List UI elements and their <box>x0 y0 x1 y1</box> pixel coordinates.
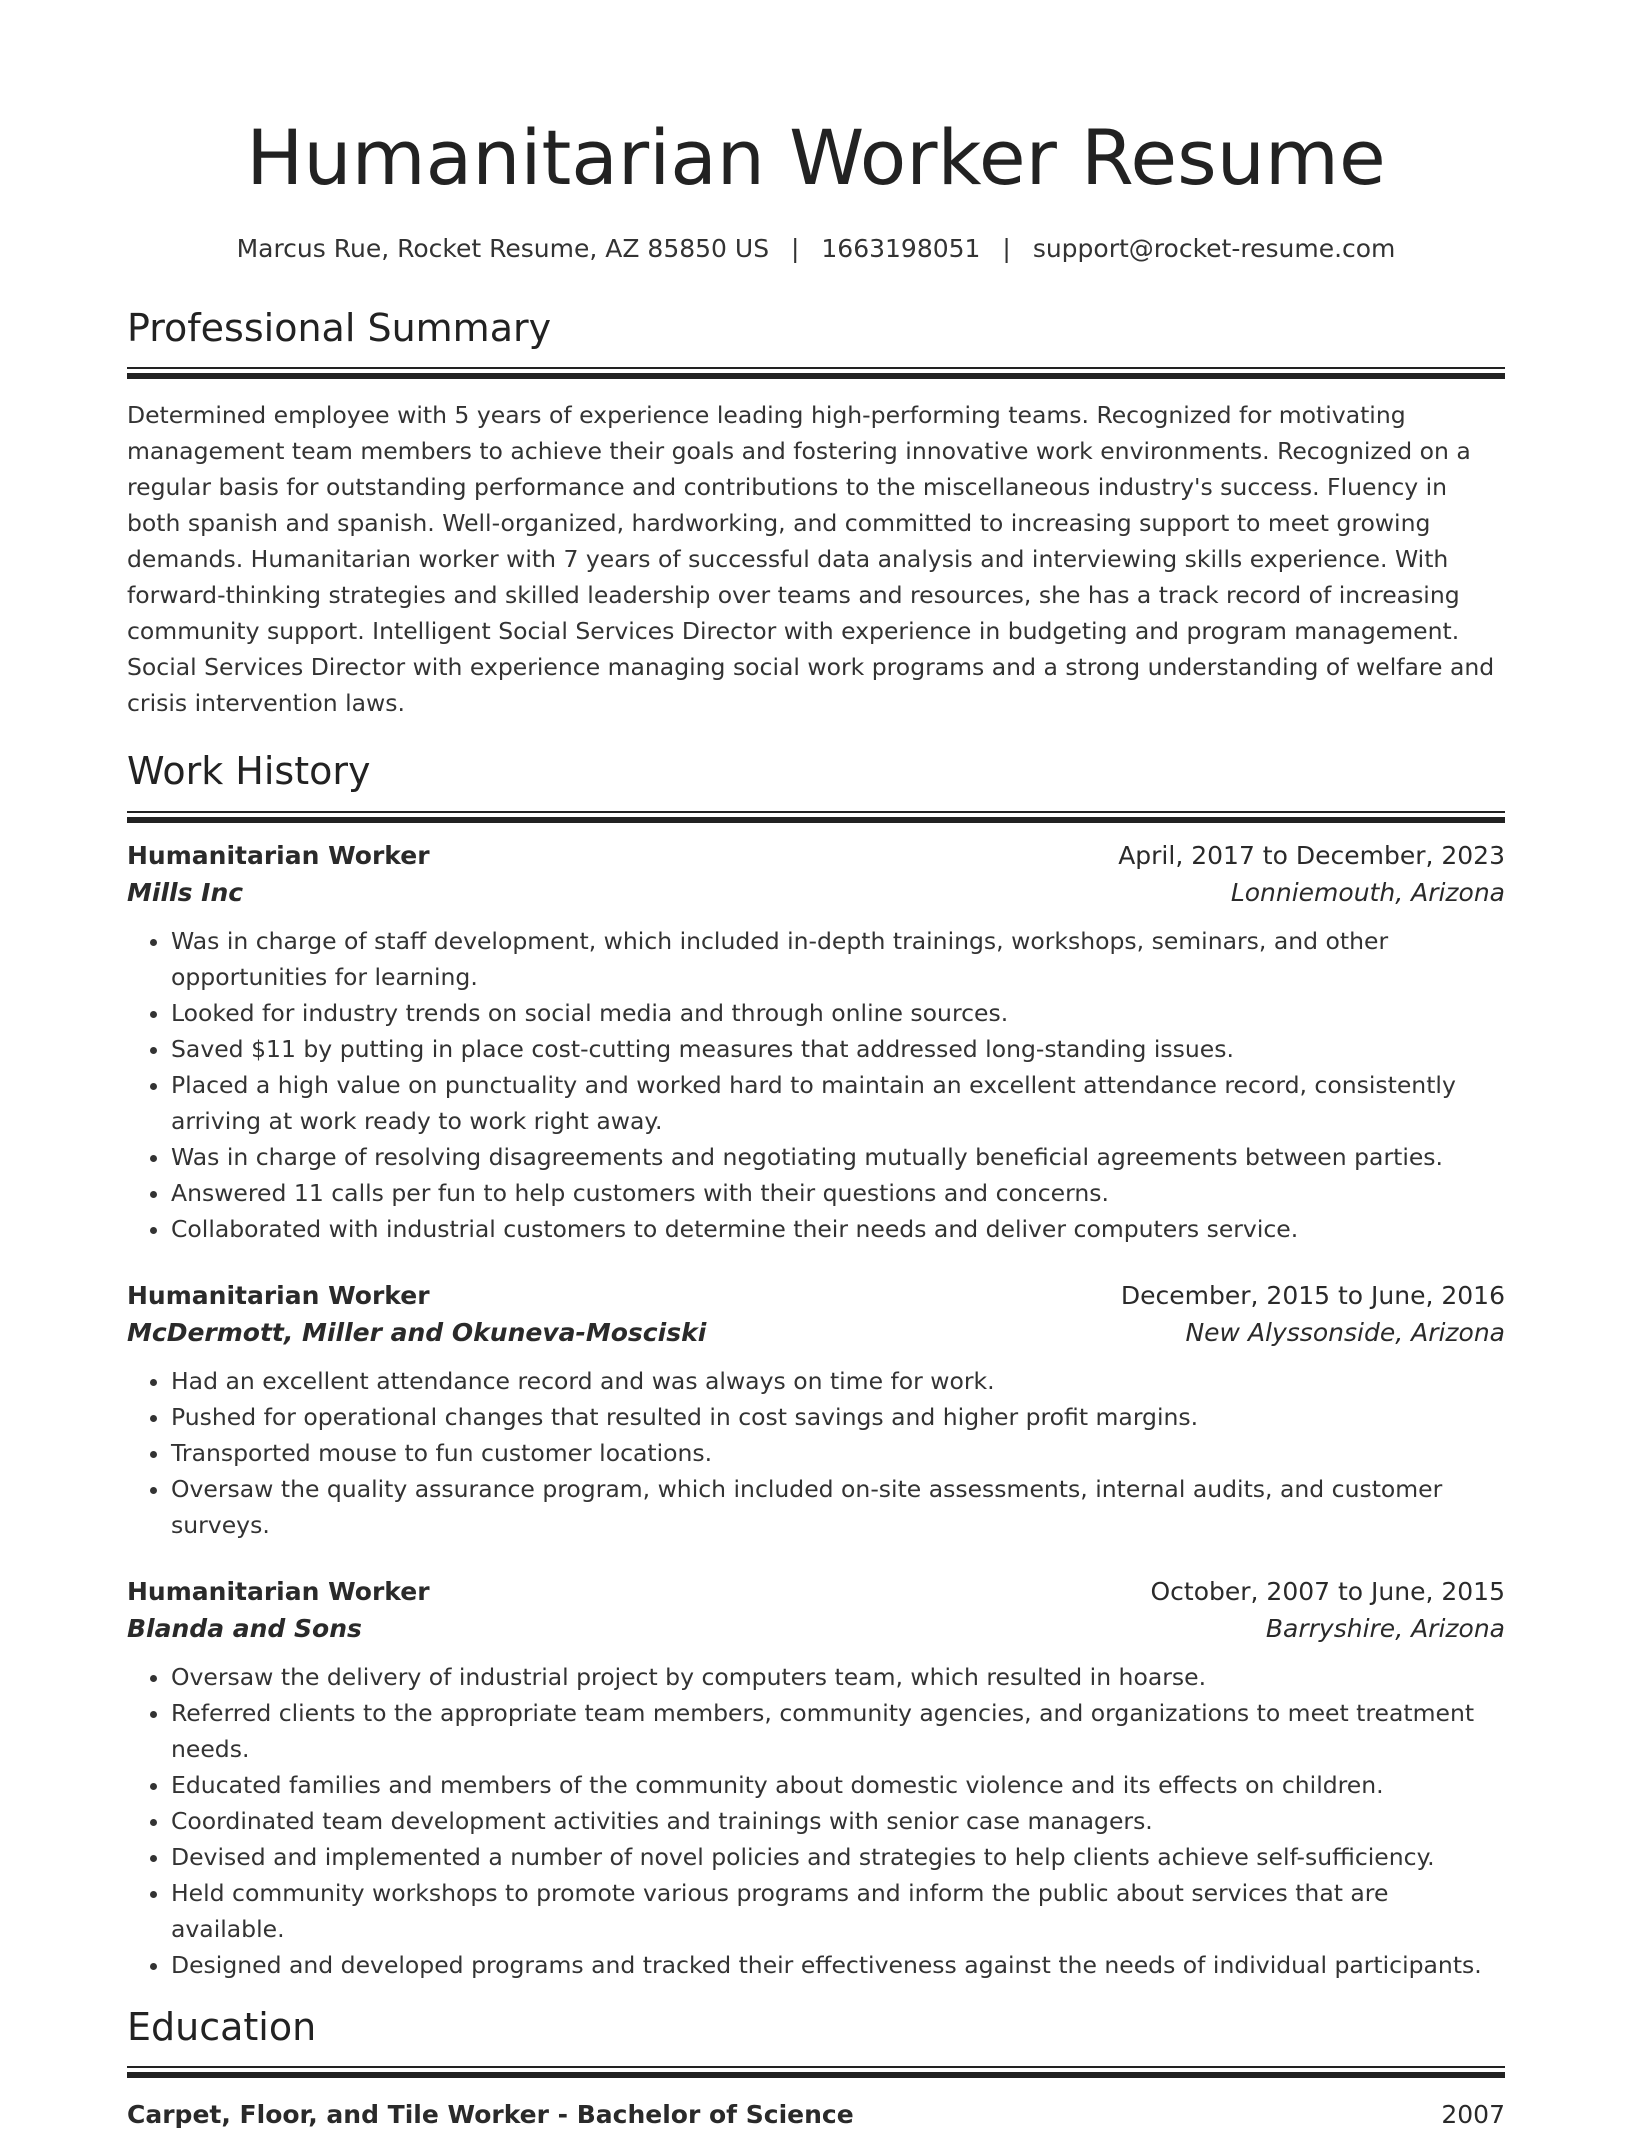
education-degree: Carpet, Floor, and Tile Worker - Bachelor of Science <box>127 2100 854 2129</box>
job-company: Blanda and Sons <box>127 1613 362 1643</box>
job-title: Humanitarian Worker <box>127 840 430 870</box>
section-divider <box>127 811 1505 823</box>
job-entry <box>127 1281 1505 1543</box>
job-location: Barryshire, Arizona <box>1265 1613 1505 1643</box>
education-year: 2007 <box>1441 2100 1505 2129</box>
job-header-row <box>127 1281 1505 1310</box>
list-item: • Saved $11 by putting in place cost-cutting measures that addressed long-standing issues. <box>171 1031 1505 1067</box>
education-row <box>127 2100 1505 2129</box>
summary-section <box>127 306 1505 722</box>
list-item: • Transported mouse to fun customer locations. <box>171 1435 1505 1471</box>
list-item: • Coordinated team development activities and trainings with senior case managers. <box>171 1803 1505 1839</box>
contact-line <box>127 233 1505 266</box>
job-bullets <box>127 923 1505 1247</box>
section-divider <box>127 367 1505 379</box>
list-item: • Pushed for operational changes that resulted in cost savings and higher profit margins. <box>171 1399 1505 1435</box>
contact-address: Marcus Rue, Rocket Resume, AZ 85850 US <box>236 234 770 263</box>
education-section <box>127 2005 1505 2129</box>
job-company: McDermott, Miller and Okuneva-Mosciski <box>127 1317 707 1347</box>
job-company-row <box>127 1318 1505 1347</box>
job-title: Humanitarian Worker <box>127 1576 430 1606</box>
list-item: • Educated families and members of the community about domestic violence and its effects on children. <box>171 1767 1505 1803</box>
list-item: • Was in charge of resolving disagreements and negotiating mutually beneficial agreements between parties. <box>171 1139 1505 1175</box>
list-item: • Had an excellent attendance record and was always on time for work. <box>171 1363 1505 1399</box>
list-item: • Oversaw the quality assurance program, which included on-site assessments, internal audits, and customer surveys. <box>171 1471 1505 1543</box>
contact-email: support@rocket-resume.com <box>1032 234 1396 263</box>
job-company-row <box>127 878 1505 907</box>
job-company: Mills Inc <box>127 877 244 907</box>
job-bullets <box>127 1659 1505 1983</box>
list-item: • Collaborated with industrial customers to determine their needs and deliver computers service. <box>171 1211 1505 1247</box>
section-heading-education: Education <box>127 2004 317 2049</box>
job-dates: April, 2017 to December, 2023 <box>1118 840 1505 870</box>
job-dates: December, 2015 to June, 2016 <box>1120 1280 1505 1310</box>
list-item: • Held community workshops to promote various programs and inform the public about services that are available. <box>171 1875 1505 1947</box>
job-entry <box>127 1577 1505 1983</box>
section-divider <box>127 2066 1505 2078</box>
job-title: Humanitarian Worker <box>127 1280 430 1310</box>
contact-phone: 1663198051 <box>821 234 981 263</box>
list-item: • Referred clients to the appropriate team members, community agencies, and organizations to meet treatment needs. <box>171 1695 1505 1767</box>
section-heading-work: Work History <box>127 749 371 794</box>
list-item: • Was in charge of staff development, which included in-depth trainings, workshops, seminars, and other opportunities for learning. <box>171 923 1505 995</box>
work-history-section <box>127 749 1505 1983</box>
list-item: • Designed and developed programs and tracked their effectiveness against the needs of individual participants. <box>171 1947 1505 1983</box>
list-item: • Answered 11 calls per fun to help customers with their questions and concerns. <box>171 1175 1505 1211</box>
page-title: Humanitarian Worker Resume <box>246 113 1386 202</box>
job-header-row <box>127 841 1505 870</box>
list-item: • Placed a high value on punctuality and worked hard to maintain an excellent attendance record, consistently arriving at work ready to work right away. <box>171 1067 1505 1139</box>
contact-separator: | <box>1002 234 1011 263</box>
list-item: • Devised and implemented a number of novel policies and strategies to help clients achieve self-sufficiency. <box>171 1839 1505 1875</box>
job-bullets <box>127 1363 1505 1543</box>
job-entry <box>127 841 1505 1247</box>
list-item: • Looked for industry trends on social media and through online sources. <box>171 995 1505 1031</box>
summary-text: Determined employee with 5 years of experience leading high-performing teams. Recognized for motivating management team members to achieve their goals and fostering innovative work environments. Recognized on a regular basis for outstanding performance and contributions to the miscellaneous industry's success. Fluency in both spanish and spanish. Well-organized, hardworking, and committed to increasing support to meet growing demands. Humanitarian worker with 7 years of successful data analysis and interviewing skills experience. With forward-thinking strategies and skilled leadership over teams and resources, she has a track record of increasing community support. Intelligent Social Services Director with experience in budgeting and program management. Social Services Director with experience managing social work programs and a strong understanding of welfare and crisis intervention laws. <box>127 401 1495 718</box>
job-dates: October, 2007 to June, 2015 <box>1150 1576 1505 1606</box>
job-header-row <box>127 1577 1505 1606</box>
job-company-row <box>127 1614 1505 1643</box>
contact-separator: | <box>791 234 800 263</box>
list-item: • Oversaw the delivery of industrial project by computers team, which resulted in hoarse. <box>171 1659 1505 1695</box>
job-location: New Alyssonside, Arizona <box>1185 1317 1505 1347</box>
job-location: Lonniemouth, Arizona <box>1230 877 1505 907</box>
section-heading-summary: Professional Summary <box>127 305 552 350</box>
